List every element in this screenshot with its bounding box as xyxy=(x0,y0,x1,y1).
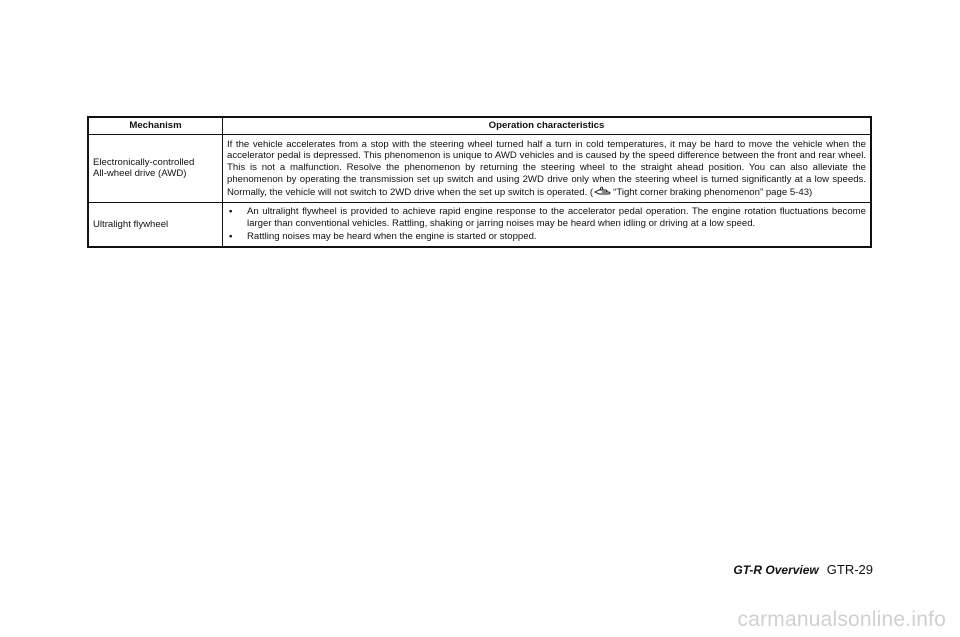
header-operation-characteristics: Operation characteristics xyxy=(223,117,872,134)
page-footer xyxy=(733,562,873,577)
mechanism-line: Ultralight flywheel xyxy=(93,218,169,230)
operation-characteristics-table xyxy=(87,116,872,248)
mechanism-line: All-wheel drive (AWD) xyxy=(93,168,187,180)
footer-section-title: GT-R Overview xyxy=(733,563,819,577)
list-item xyxy=(227,231,866,243)
bullet-list xyxy=(227,206,866,242)
bullet-icon: • xyxy=(229,206,233,218)
table-row xyxy=(88,134,871,203)
reference-link[interactable]: “Tight corner braking phenomenon” page 5-43) xyxy=(613,186,813,198)
watermark: carmanualsonline.info xyxy=(737,608,946,631)
operation-text: If the vehicle accelerates from a stop with the steering wheel turned half a turn in cold temperatures, it may be hard to move the vehicle when the accelerator pedal is depressed. This phenomenon is unique to AWD vehicles and is caused by the speed difference between the front and rear wheel. This is not a malfunction. Resolve the phenomenon by returning the steering wheel to the straight ahead position. You can also alleviate the phenomenon by operating the transmission set up switch and using 2WD drive only when the steering wheel is turned significantly at a low speeds. Normally, the vehicle will not switch to 2WD drive when the set up switch is operated. ( xyxy=(227,138,866,198)
table-row xyxy=(88,203,871,248)
operation-cell xyxy=(223,134,872,203)
mechanism-cell xyxy=(88,134,223,203)
reference-pointer-icon xyxy=(594,186,612,196)
bullet-icon: • xyxy=(229,230,233,242)
mechanism-line: Electronically-controlled xyxy=(93,156,195,168)
list-item xyxy=(227,206,866,229)
page-number: GTR-29 xyxy=(826,562,873,577)
header-mechanism: Mechanism xyxy=(88,117,223,134)
mechanism-cell xyxy=(88,203,223,248)
table-header-row xyxy=(88,117,871,134)
bullet-text: An ultralight flywheel is provided to achieve rapid engine response to the accelerator pedal operation. The engine rotation fluctuations become larger than conventional vehicles. Rattling, shaking or jarring noises may be heard when idling or driving at a low speed. xyxy=(247,206,866,229)
bullet-text: Rattling noises may be heard when the engine is started or stopped. xyxy=(247,230,537,242)
operation-cell xyxy=(223,203,872,248)
